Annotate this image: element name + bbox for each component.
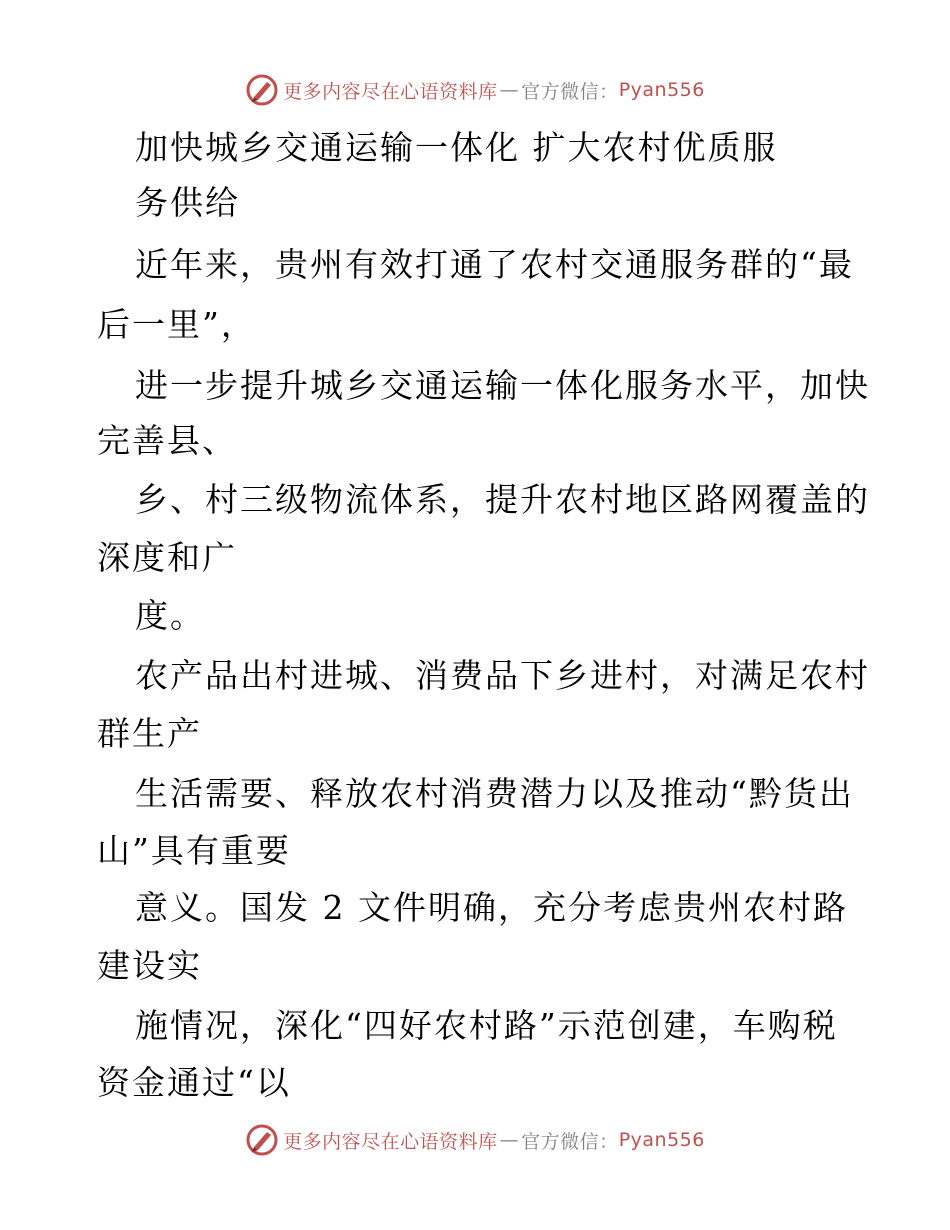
banner-site-text: 更多内容尽在心语资料库 xyxy=(283,80,498,103)
banner-wechat-id: Pyan556 xyxy=(618,79,705,101)
body-line: 务供给 xyxy=(135,183,240,222)
body-line: 加快城乡交通运输一体化 扩大农村优质服 xyxy=(135,128,778,167)
body-line: 生活需要、释放农村消费潜力以及推动“黔货出 xyxy=(135,774,854,813)
footer-watermark-banner xyxy=(0,1120,950,1160)
banner-wechat-label: 官方微信： xyxy=(521,1130,619,1153)
body-line: 意义。国发 2 文件明确，充分考虑贵州农村路 xyxy=(135,888,848,927)
body-line: 度。 xyxy=(135,596,205,635)
body-line: 资金通过“以 xyxy=(97,1063,291,1102)
body-line: 乡、村三级物流体系，提升农村地区路网覆盖的 xyxy=(135,480,870,519)
body-line: 山”具有重要 xyxy=(97,831,291,870)
banner-site-text: 更多内容尽在心语资料库 xyxy=(283,1130,498,1153)
body-line: 深度和广 xyxy=(97,538,237,577)
body-line: 后一里”， xyxy=(97,305,256,344)
banner-wechat-id: Pyan556 xyxy=(618,1129,705,1151)
pen-logo-icon xyxy=(245,1123,279,1157)
body-line: 完善县、 xyxy=(97,421,237,460)
header-watermark-banner xyxy=(0,70,950,110)
body-line: 进一步提升城乡交通运输一体化服务水平，加快 xyxy=(135,366,870,405)
banner-separator: — xyxy=(499,79,520,101)
body-line: 群生产 xyxy=(97,714,202,753)
body-line: 近年来，贵州有效打通了农村交通服务群的“最 xyxy=(135,245,854,284)
body-line: 农产品出村进城、消费品下乡进村，对满足农村 xyxy=(135,656,870,695)
pen-logo-icon xyxy=(245,73,279,107)
banner-wechat-label: 官方微信： xyxy=(521,80,619,103)
body-line: 建设实 xyxy=(97,946,202,985)
banner-separator: — xyxy=(499,1129,520,1151)
body-line: 施情况，深化“四好农村路”示范创建，车购税 xyxy=(135,1006,838,1045)
